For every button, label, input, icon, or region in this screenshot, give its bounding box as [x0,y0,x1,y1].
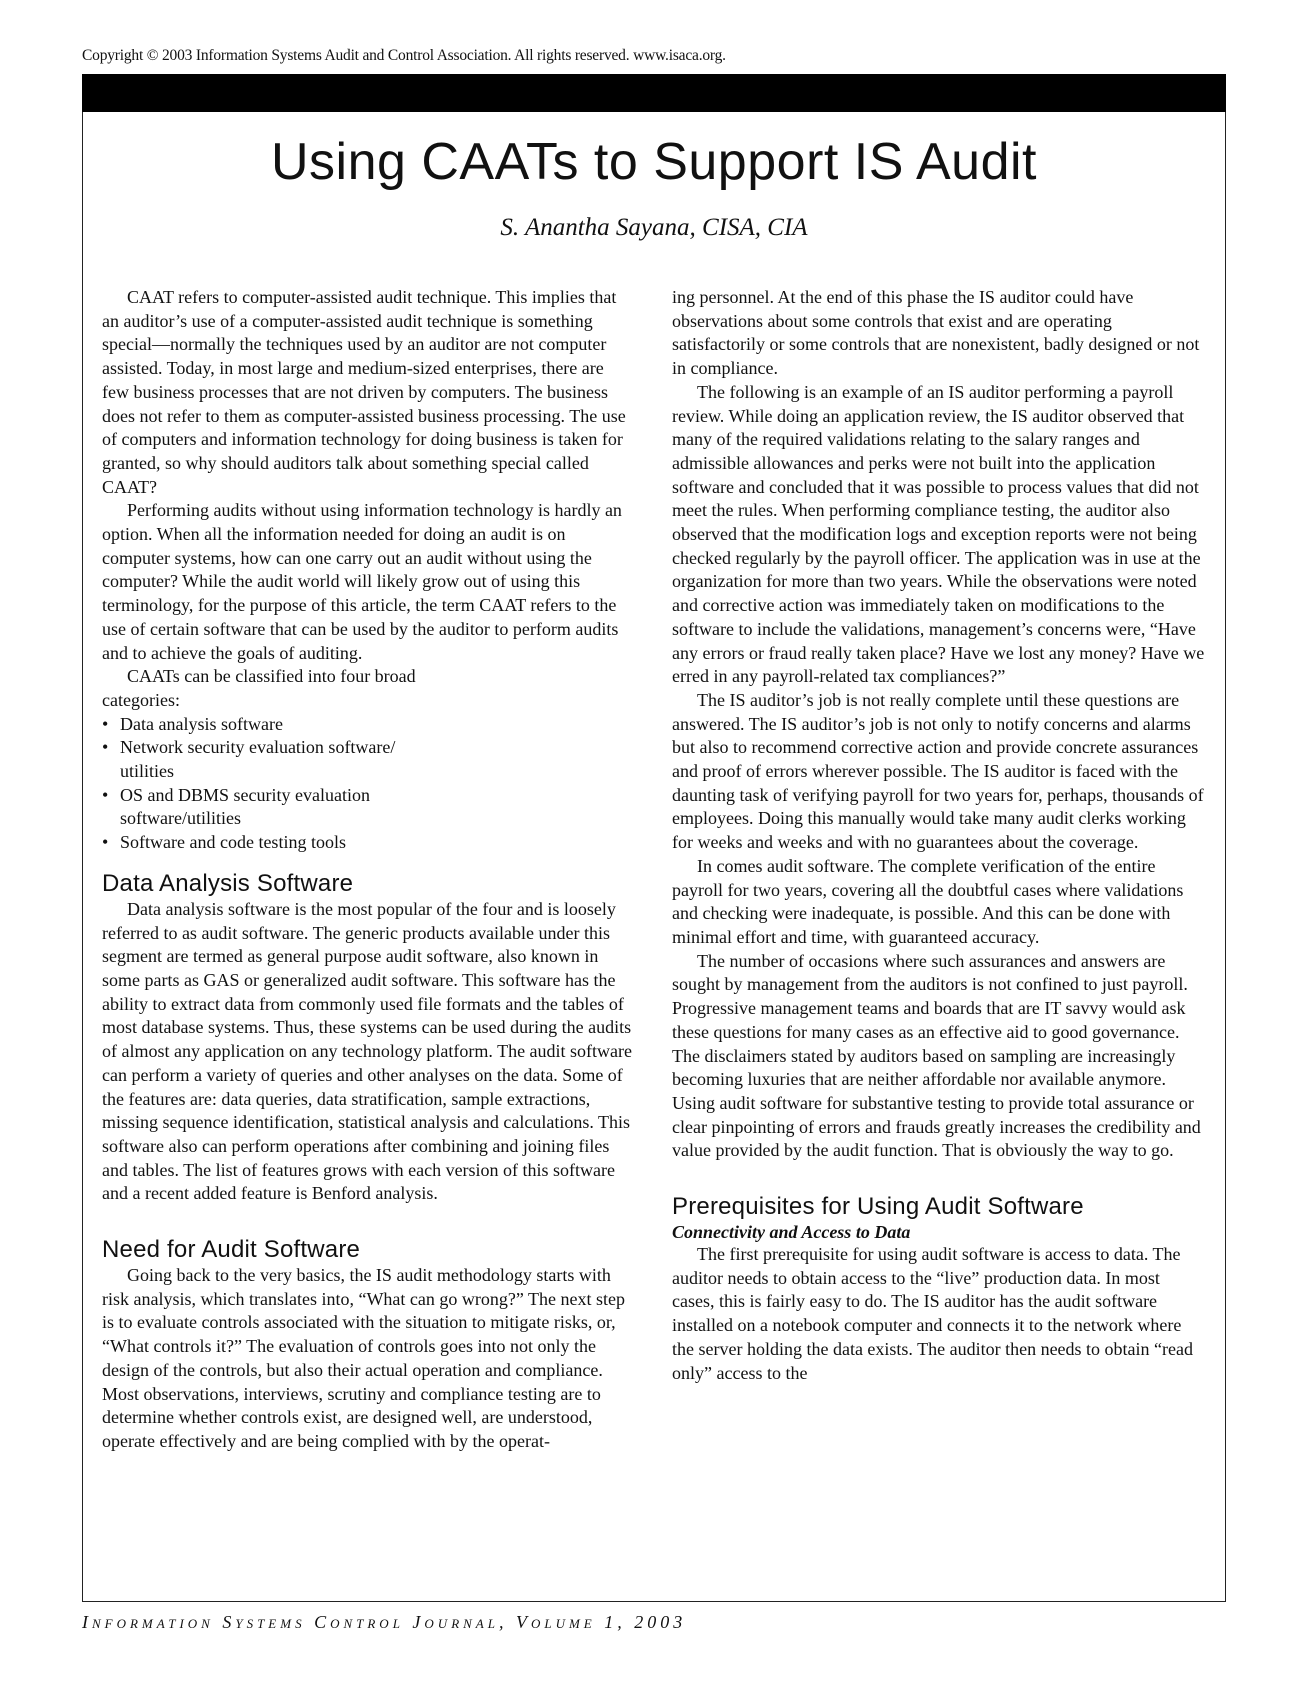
journal-footer: Information Systems Control Journal, Volume 1, 2003 [82,1612,687,1632]
paragraph: ing personnel. At the end of this phase the IS auditor could have observations about some controls that exist and are operating satisfactorily or some controls that are nonexistent, badly designed or not in compliance. [672,287,1200,379]
list-item: • Network security evaluation software/ utilities [102,736,420,783]
section-heading-data-analysis: Data Analysis Software [102,869,354,897]
paragraph: The IS auditor’s job is not really complete until these questions are answered. The IS auditor’s job is not only to notify concerns and alarms but also to recommend corrective action and provide concrete assurances and proof of errors wherever possible. The IS auditor is faced with the daunting task of verifying payroll for two years for, perhaps, thousands of employees. Doing this manually would take many audit clerks working for weeks and weeks and with no guarantees about the coverage. [672,689,1204,853]
paragraph: In comes audit software. The complete verification of the entire payroll for two years, covering all the doubtful cases where validations and checking were inadequate, is possible. And this can be done with minimal effort and time, with guaranteed accuracy. [672,855,1184,947]
left-column [102,286,634,1454]
section-heading-need: Need for Audit Software [102,1236,361,1264]
paragraph: Performing audits without using information technology is hardly an option. When all the information needed for doing an audit is on computer systems, how can one carry out an audit without using the computer? While the audit world will likely grow out of using this terminology, for the purpose of this article, the term CAAT refers to the use of certain software that can be used by the auditor to perform audits and to achieve the goals of auditing. [102,500,622,663]
paragraph: CAAT refers to computer-assisted audit technique. This implies that an auditor’s use of a computer-assisted audit technique is something special—normally the techniques used by an auditor are not computer assisted. Today, in most large and medium-sized enterprises, there are few business processes that are not driven by computers. The business does not refer to them as computer-assisted business processing. The use of computers and information technology for doing business is taken for granted, so why should auditors talk about something special called CAAT? [102,287,626,497]
subsection-heading-connectivity: Connectivity and Access to Data [672,1222,911,1243]
section-heading-prerequisites: Prerequisites for Using Audit Software [672,1193,1084,1221]
paragraph: Going back to the very basics, the IS audit methodology starts with risk analysis, which translates into, “What can go wrong?” The next step is to evaluate controls associated with the situation to mitigate risks, or, “What controls it?” The evaluation of controls goes into not only the design of the controls, but also their actual operation and compliance. Most observations, interviews, scrutiny and compliance testing are to determine whether controls exist, are designed well, are understood, operate effectively and are being complied with by the operat- [102,1265,626,1451]
paragraph: Data analysis software is the most popular of the four and is loosely referred to as audit software. The generic products available under this segment are termed as general purpose audit software, also known in some parts as GAS or generalized audit software. This software has the ability to extract data from commonly used file formats and the tables of most database systems. Thus, these systems can be used during the audits of almost any application on any technology platform. The audit software can perform a variety of queries and other analyses on the data. Some of the features are: data queries, data stratification, sample extractions, missing sequence identification, statistical analysis and calculations. This software also can perform operations after combining and joining files and tables. The list of features grows with each version of this software and a recent added feature is Benford analysis. [102,898,633,1204]
paragraph: The following is an example of an IS auditor performing a payroll review. While doing an application review, the IS auditor observed that many of the required validations relating to the salary ranges and admissible allowances and perks were not built into the application software and concluded that it was possible to process values that did not meet the rules. When performing compliance testing, the auditor also observed that the modification logs and exception reports were not being checked regularly by the payroll officer. The application was in use at the organization for more than two years. While the observations were noted and corrective action was immediately taken on modifications to the software to include the validations, management’s concerns were, “Have any errors or fraud really taken place? Have we lost any money? Have we erred in any payroll-related tax compliances?” [672,381,1205,687]
category-list [102,713,634,855]
right-column [672,286,1205,1385]
list-item: • Data analysis software [102,713,634,737]
article-title: Using CAATs to Support IS Audit [270,133,1038,191]
list-item: • Software and code testing tools [102,831,634,855]
article-author: S. Anantha Sayana, CISA, CIA [500,214,808,241]
list-item: • OS and DBMS security evaluation software/utilities [102,784,420,831]
paragraph: The first prerequisite for using audit software is access to data. The auditor needs to obtain access to the “live” production data. In most cases, this is fairly easy to do. The IS auditor has the audit software installed on a notebook computer and connects it to the network where the server holding the data exists. The auditor then needs to obtain “read only” access to the [672,1244,1194,1383]
header-bar [82,74,1226,112]
copyright-notice: Copyright © 2003 Information Systems Audit and Control Association. All rights reserved. www.isaca.org. [82,47,726,64]
paragraph: CAATs can be classified into four broad categories: [102,666,416,710]
paragraph: The number of occasions where such assurances and answers are sought by management from the auditors is not confined to just payroll. Progressive management teams and boards that are IT savvy would ask these questions for many cases as an effective aid to good governance. The disclaimers stated by auditors based on sampling are increasingly becoming luxuries that are neither affordable nor available anymore. Using audit software for substantive testing to provide total assurance or clear pinpointing of errors and frauds greatly increases the credibility and value provided by the audit function. That is obviously the way to go. [672,950,1201,1161]
